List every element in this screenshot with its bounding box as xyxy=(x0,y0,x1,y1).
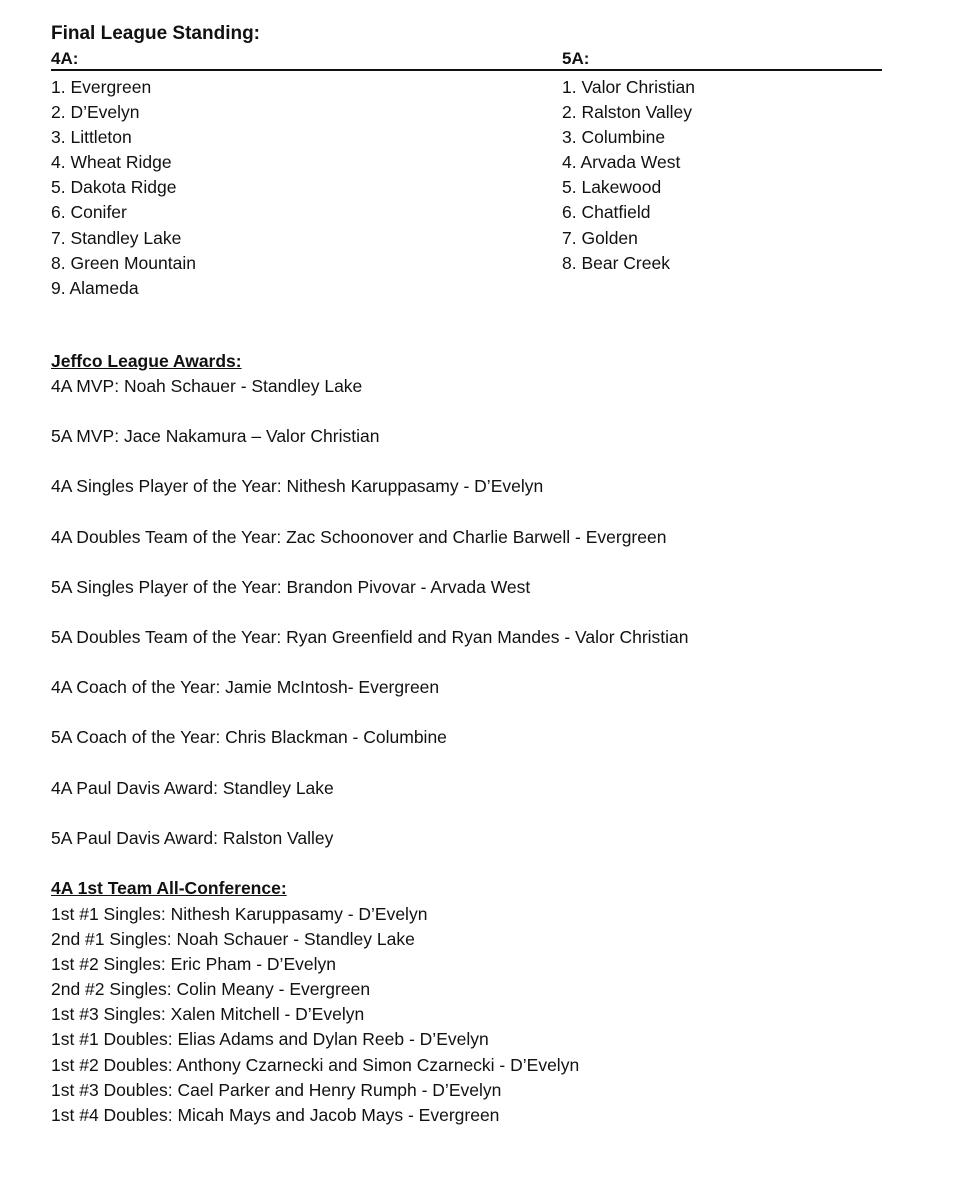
award-item: 5A MVP: Jace Nakamura – Valor Christian xyxy=(51,426,380,447)
all-conference-list xyxy=(51,902,579,1128)
all-conference-item: 1st #1 Doubles: Elias Adams and Dylan Reeb - D’Evelyn xyxy=(51,1029,489,1050)
standings-4a-item: 2. D’Evelyn xyxy=(51,102,140,123)
all-conference-item: 1st #3 Singles: Xalen Mitchell - D’Evelyn xyxy=(51,1004,365,1025)
all-conference-item: 2nd #2 Singles: Colin Meany - Evergreen xyxy=(51,979,371,1000)
all-conference-item: 1st #1 Singles: Nithesh Karuppasamy - D’Evelyn xyxy=(51,904,428,924)
standings-5a-list xyxy=(562,75,695,276)
standings-5a-item: 4. Arvada West xyxy=(562,152,681,173)
standings-5a-heading: 5A: xyxy=(562,49,590,68)
standings-4a-list xyxy=(51,75,196,301)
all-conference-item: 1st #3 Doubles: Cael Parker and Henry Rumph - D’Evelyn xyxy=(51,1079,502,1100)
standings-4a-item: 8. Green Mountain xyxy=(51,252,196,273)
award-item: 5A Paul Davis Award: Ralston Valley xyxy=(51,827,334,848)
standings-5a-item: 7. Golden xyxy=(562,227,638,248)
standings-5a-item: 3. Columbine xyxy=(562,127,666,148)
standings-5a-item: 2. Ralston Valley xyxy=(562,102,693,123)
award-item: 4A Doubles Team of the Year: Zac Schoonover and Charlie Barwell - Evergreen xyxy=(51,526,667,547)
awards-heading: Jeffco League Awards: xyxy=(51,351,242,371)
all-conference-item: 1st #4 Doubles: Micah Mays and Jacob Mays - Evergreen xyxy=(51,1104,500,1125)
page-title: Final League Standing: xyxy=(51,23,261,44)
standings-4a-item: 5. Dakota Ridge xyxy=(51,177,177,198)
standings-5a-item: 1. Valor Christian xyxy=(562,77,695,97)
award-item: 4A Coach of the Year: Jamie McIntosh- Evergreen xyxy=(51,677,440,698)
award-item: 4A MVP: Noah Schauer - Standley Lake xyxy=(51,376,363,396)
standings-4a-heading: 4A: xyxy=(51,49,79,68)
standings-4a-item: 7. Standley Lake xyxy=(51,227,182,248)
awards-list xyxy=(51,375,689,877)
all-conference-heading: 4A 1st Team All-Conference: xyxy=(51,878,287,898)
standings-5a-item: 5. Lakewood xyxy=(562,177,662,198)
standings-4a-item: 4. Wheat Ridge xyxy=(51,152,172,173)
award-item: 5A Doubles Team of the Year: Ryan Greenfield and Ryan Mandes - Valor Christian xyxy=(51,626,689,647)
standings-4a-item: 9. Alameda xyxy=(51,277,139,298)
award-item: 5A Singles Player of the Year: Brandon Pivovar - Arvada West xyxy=(51,576,531,597)
standings-4a-item: 6. Conifer xyxy=(51,202,127,223)
standings-4a-item: 3. Littleton xyxy=(51,127,132,148)
award-item: 5A Coach of the Year: Chris Blackman - Columbine xyxy=(51,727,447,748)
heading-divider xyxy=(51,69,882,71)
award-item: 4A Paul Davis Award: Standley Lake xyxy=(51,777,334,798)
all-conference-item: 1st #2 Singles: Eric Pham - D’Evelyn xyxy=(51,954,336,975)
all-conference-item: 2nd #1 Singles: Noah Schauer - Standley Lake xyxy=(51,929,415,950)
standings-5a-item: 8. Bear Creek xyxy=(562,252,670,273)
standings-5a-item: 6. Chatfield xyxy=(562,202,651,223)
award-item: 4A Singles Player of the Year: Nithesh Karuppasamy - D’Evelyn xyxy=(51,476,544,497)
standings-4a-item: 1. Evergreen xyxy=(51,77,152,97)
all-conference-item: 1st #2 Doubles: Anthony Czarnecki and Simon Czarnecki - D’Evelyn xyxy=(51,1054,580,1075)
